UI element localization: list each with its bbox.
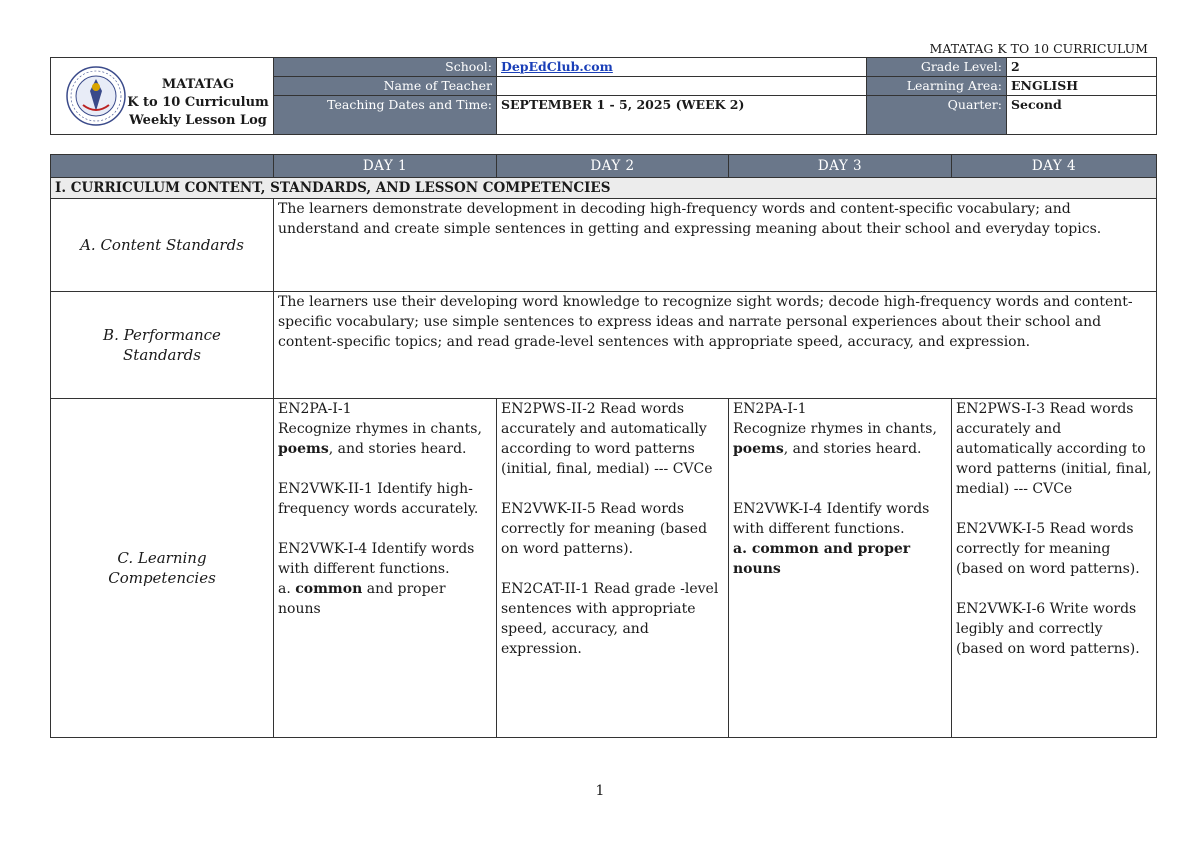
day-4-header: DAY 4 <box>952 155 1157 178</box>
quarter-value: Second <box>1007 96 1157 135</box>
learning-competencies-row <box>51 399 1157 738</box>
day-1-competencies: EN2PA-I-1 Recognize rhymes in chants, poems, and stories heard. EN2VWK-II-1 Identify high-frequency words accurately. EN2VWK-I-4 Identify words with different functions. a. common and proper nouns <box>274 399 497 738</box>
day-2-competencies: EN2PWS-II-2 Read words accurately and automatically according to word patterns (initial, final, medial) --- CVCe EN2VWK-II-5 Read words correctly for meaning (based on word patterns). EN2CAT-II-1 Read grade -level sentences with appropriate speed, accuracy, and expression. <box>497 399 729 738</box>
school-value <box>497 58 867 77</box>
school-link[interactable]: DepEdClub.com <box>501 59 613 74</box>
grade-level-label: Grade Level: <box>867 58 1007 77</box>
day-header-row <box>51 155 1157 178</box>
learning-area-value: ENGLISH <box>1007 77 1157 96</box>
school-label: School: <box>274 58 497 77</box>
logo-cell <box>51 58 274 135</box>
day-3-competencies: EN2PA-I-1 Recognize rhymes in chants, poems, and stories heard. EN2VWK-I-4 Identify words with different functions. a. common and proper nouns <box>729 399 952 738</box>
curriculum-note: MATATAG K TO 10 CURRICULUM <box>929 41 1148 56</box>
learning-competencies-label: C. Learning Competencies <box>51 399 274 738</box>
teacher-value <box>497 77 867 96</box>
deped-seal-icon <box>65 65 127 127</box>
day-header-blank <box>51 155 274 178</box>
performance-standards-label: B. Performance Standards <box>51 292 274 399</box>
day-2-header: DAY 2 <box>497 155 729 178</box>
header-table <box>50 57 1157 135</box>
section-row <box>51 178 1157 199</box>
page-number: 1 <box>595 783 605 799</box>
learning-area-label: Learning Area: <box>867 77 1007 96</box>
logo-title: MATATAG K to 10 Curriculum Weekly Lesson Log <box>127 77 269 128</box>
performance-standards-text: The learners use their developing word knowledge to recognize sight words; decode high-frequency words and content-specific vocabulary; use simple sentences to express ideas and narrate personal experiences about their school and content-specific topics; and read grade-level sentences with appropriate speed, accuracy, and expression. <box>274 292 1157 399</box>
teaching-dates-label: Teaching Dates and Time: <box>274 96 497 135</box>
performance-standards-row <box>51 292 1157 399</box>
grade-level-value: 2 <box>1007 58 1157 77</box>
section-title: I. CURRICULUM CONTENT, STANDARDS, AND LESSON COMPETENCIES <box>51 178 1157 199</box>
day-4-competencies: EN2PWS-I-3 Read words accurately and automatically according to word patterns (initial, final, medial) --- CVCe EN2VWK-I-5 Read words correctly for meaning (based on word patterns). EN2VWK-I-6 Write words legibly and correctly (based on word patterns). <box>952 399 1157 738</box>
day-3-header: DAY 3 <box>729 155 952 178</box>
lesson-log-table <box>50 154 1157 738</box>
content-standards-label: A. Content Standards <box>51 199 274 292</box>
teaching-dates-value: SEPTEMBER 1 - 5, 2025 (WEEK 2) <box>497 96 867 135</box>
day-1-header: DAY 1 <box>274 155 497 178</box>
quarter-label: Quarter: <box>867 96 1007 135</box>
content-standards-text: The learners demonstrate development in decoding high-frequency words and content-specific vocabulary; and understand and create simple sentences in getting and expressing meaning about their school and everyday topics. <box>274 199 1157 292</box>
content-standards-row <box>51 199 1157 292</box>
teacher-label: Name of Teacher <box>274 77 497 96</box>
